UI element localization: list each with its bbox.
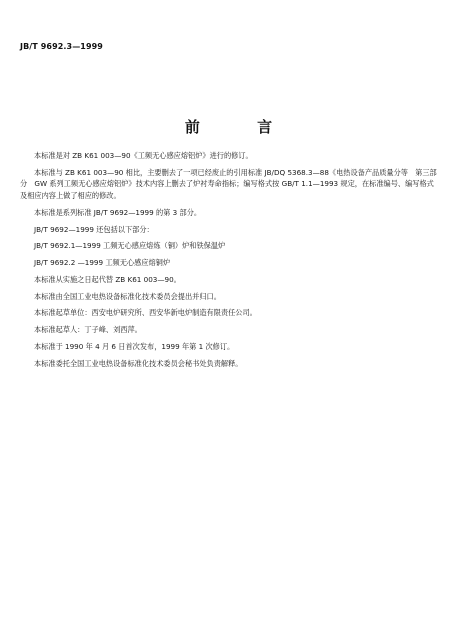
paragraph: JB/T 9692.1—1999 工频无心感应熔炼（铜）炉和铁保温炉	[34, 241, 226, 251]
paragraph: 本标准委托全国工业电热设备标准化技术委员会秘书处负责解释。	[34, 358, 243, 368]
standard-code: JB/T 9692.3—1999	[20, 42, 103, 51]
paragraph: 本标准起草单位：西安电炉研究所、西安华新电炉制造有限责任公司。	[34, 308, 257, 318]
paragraph: 本标准于 1990 年 4 月 6 日首次发布，1999 年第 1 次修订。	[34, 342, 235, 351]
page-title: 前 言	[184, 118, 299, 136]
paragraph: 本标准是对 ZB K61 003—90《工频无心感应熔铝炉》进行的修订。	[34, 151, 253, 160]
paragraph: JB/T 9692.2 —1999 工频无心感应熔铜炉	[34, 258, 171, 268]
body-text	[20, 150, 440, 375]
paragraph: 本标准起草人：丁子峰、刘西萍。	[34, 325, 142, 335]
paragraph: JB/T 9692—1999 还包括以下部分：	[34, 224, 154, 234]
paragraph: 本标准是系列标准 JB/T 9692—1999 的第 3 部分。	[34, 207, 202, 217]
paragraph: 本标准与 ZB K61 003—90 相比，主要删去了一项已经废止的引用标准 JB/DQ 5368.3—88《电热设备产品质量分等 第三部分 GW 系列工频无心感应熔铝炉》技术内容上删去了炉衬寿命指标；编写格式按 GB/T 1.1—1993 规定，在标准编号、编写格式及相应内容上做了相应的修改。	[20, 167, 437, 200]
paragraph: 本标准从实施之日起代替 ZB K61 003—90。	[34, 274, 181, 284]
paragraph: 本标准由全国工业电热设备标准化技术委员会提出并归口。	[34, 291, 221, 301]
